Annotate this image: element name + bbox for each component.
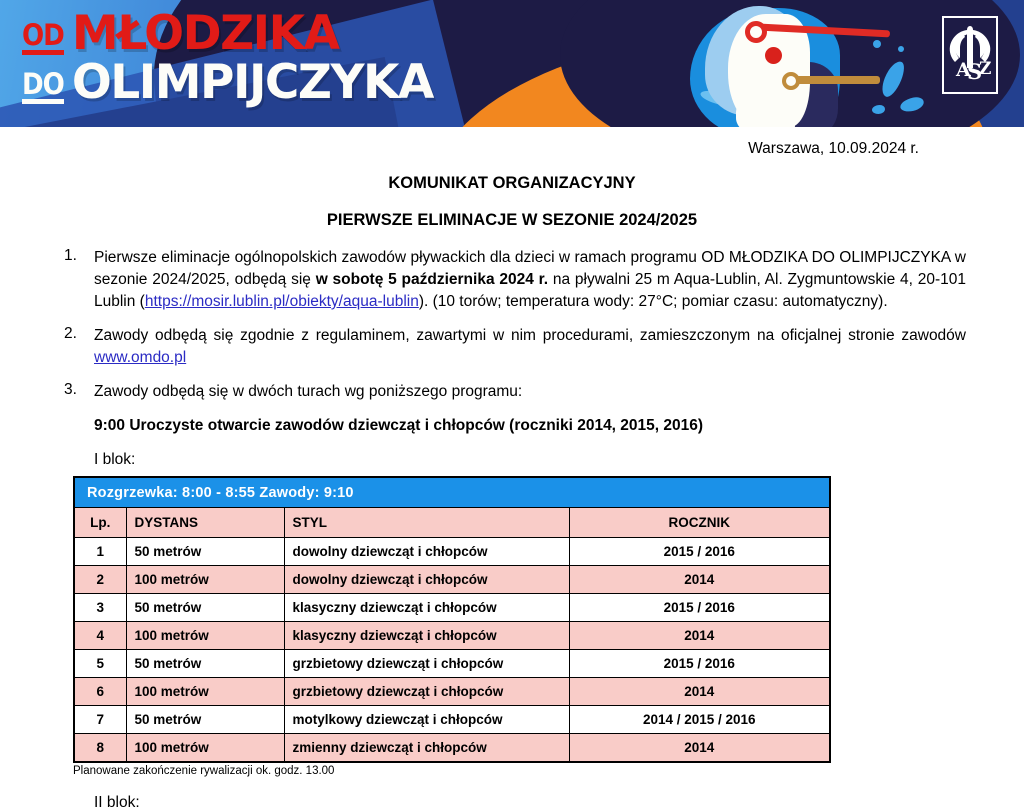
table-row	[74, 566, 830, 594]
cell-rocznik: 2015 / 2016	[569, 538, 830, 566]
aqua-lublin-link[interactable]: https://mosir.lublin.pl/obiekty/aqua-lublin	[144, 293, 419, 310]
cell-lp: 1	[74, 538, 126, 566]
item2-part1: Zawody odbędą się zgodnie z regulaminem, zawartymi w nim procedurami, zamieszczonym na oficjalnej stronie zawodów	[94, 327, 966, 344]
program-table	[73, 476, 831, 763]
cell-dystans: 100 metrów	[126, 678, 284, 706]
schedule-band-text: Rozgrzewka: 8:00 - 8:55 Zawody: 9:10	[74, 477, 830, 508]
svg-text:Z: Z	[979, 59, 992, 79]
cell-styl: dowolny dziewcząt i chłopców	[284, 538, 569, 566]
cell-styl: zmienny dziewcząt i chłopców	[284, 734, 569, 763]
item1-part2: na pływalni 25 m Aqua-Lublin, Al. Zygmuntowskie 4, 20-101 Lublin (	[94, 271, 966, 310]
cell-dystans: 100 metrów	[126, 566, 284, 594]
cell-lp: 8	[74, 734, 126, 763]
block-1-label: I blok:	[94, 451, 136, 468]
logotype-do: DO	[22, 71, 64, 105]
cell-rocznik: 2014	[569, 622, 830, 650]
page-subtitle: PIERWSZE ELIMINACJE W SEZONIE 2024/2025	[326, 211, 698, 229]
svg-text:S: S	[967, 59, 983, 84]
table-row	[74, 650, 830, 678]
list-item-2	[58, 325, 966, 369]
list-item-1	[58, 247, 966, 313]
logotype-mlodzika: MŁODZIKA	[71, 6, 339, 61]
cell-dystans: 100 metrów	[126, 734, 284, 763]
water-droplet-icon-1	[873, 40, 881, 48]
table-row	[74, 734, 830, 763]
cell-styl: grzbietowy dziewcząt i chłopców	[284, 650, 569, 678]
cell-rocznik: 2015 / 2016	[569, 594, 830, 622]
cell-dystans: 50 metrów	[126, 706, 284, 734]
logotype-olimpijczyka: OLIMPIJCZYKA	[71, 55, 433, 111]
block-2-label: II blok:	[94, 794, 140, 811]
column-header-styl: STYL	[284, 508, 569, 538]
column-header-rocznik: ROCZNIK	[569, 508, 830, 538]
cell-rocznik: 2014	[569, 734, 830, 763]
page-title: KOMUNIKAT ORGANIZACYJNY	[388, 174, 636, 192]
cell-styl: klasyczny dziewcząt i chłopców	[284, 622, 569, 650]
table-row	[74, 538, 830, 566]
svg-text:A: A	[956, 59, 971, 81]
opening-ceremony-line: 9:00 Uroczyste otwarcie zawodów dziewcząt i chłopców (roczniki 2014, 2015, 2016)	[94, 417, 704, 434]
cell-dystans: 50 metrów	[126, 650, 284, 678]
cell-lp: 3	[74, 594, 126, 622]
list-item-text: Zawody odbędą się w dwóch turach wg poniższego programu:	[94, 383, 523, 400]
column-header-lp: Lp.	[74, 508, 126, 538]
cell-styl: klasyczny dziewcząt i chłopców	[284, 594, 569, 622]
table-row	[74, 622, 830, 650]
swimmer-red-dot	[765, 47, 782, 64]
list-item-number: 3.	[64, 381, 77, 398]
list-item-number: 1.	[64, 247, 77, 264]
list-item-3	[58, 381, 966, 403]
column-header-dystans: DYSTANS	[126, 508, 284, 538]
table-header-row	[74, 508, 830, 538]
list-item-text	[94, 325, 966, 369]
logotype-line-1	[22, 6, 433, 61]
cell-styl: grzbietowy dziewcząt i chłopców	[284, 678, 569, 706]
cell-lp: 6	[74, 678, 126, 706]
swimmer-face-white-chin	[736, 96, 792, 127]
item1-part3: ). (10 torów; temperatura wody: 27°C; pomiar czasu: automatyczny).	[418, 293, 888, 310]
cell-styl: dowolny dziewcząt i chłopców	[284, 566, 569, 594]
numbered-list	[58, 247, 966, 403]
table-row	[74, 706, 830, 734]
cell-rocznik: 2014	[569, 678, 830, 706]
goggles-strap-gold-icon	[790, 76, 880, 84]
logotype-line-2	[22, 55, 433, 111]
cell-lp: 7	[74, 706, 126, 734]
goggles-lens-gold-icon	[782, 72, 800, 90]
program-logotype	[22, 6, 433, 111]
item1-bold-date: w sobotę 5 października 2024 r.	[315, 271, 549, 288]
cell-rocznik: 2015 / 2016	[569, 650, 830, 678]
cell-dystans: 100 metrów	[126, 622, 284, 650]
table-row	[74, 678, 830, 706]
table-footnote: Planowane zakończenie rywalizacji ok. godz. 13.00	[73, 765, 335, 777]
program-table-wrapper	[73, 476, 966, 763]
cell-styl: motylkowy dziewcząt i chłopców	[284, 706, 569, 734]
list-item-text	[94, 247, 966, 313]
cell-lp: 5	[74, 650, 126, 678]
goggles-lens-red-icon	[745, 21, 767, 43]
cell-rocznik: 2014	[569, 566, 830, 594]
cell-lp: 4	[74, 622, 126, 650]
document-date: Warszawa, 10.09.2024 r.	[748, 140, 919, 157]
logotype-od: OD	[22, 22, 64, 56]
item1-part1: Pierwsze eliminacje ogólnopolskich zawodów pływackich dla dzieci w ramach programu OD MŁODZIKA DO OLIMPIJCZYKA w sezonie 2024/2025, odbędą się	[94, 249, 966, 288]
water-droplet-icon-2	[898, 46, 904, 52]
cell-dystans: 50 metrów	[126, 594, 284, 622]
list-item-number: 2.	[64, 325, 77, 342]
table-schedule-band	[74, 477, 830, 508]
table-row	[74, 594, 830, 622]
omdo-website-link[interactable]: www.omdo.pl	[94, 349, 187, 366]
program-banner	[0, 0, 1024, 127]
document-body	[0, 140, 1024, 812]
cell-dystans: 50 metrów	[126, 538, 284, 566]
cell-lp: 2	[74, 566, 126, 594]
azs-logo-icon	[942, 16, 998, 94]
cell-rocznik: 2014 / 2015 / 2016	[569, 706, 830, 734]
program-table-body	[74, 538, 830, 763]
